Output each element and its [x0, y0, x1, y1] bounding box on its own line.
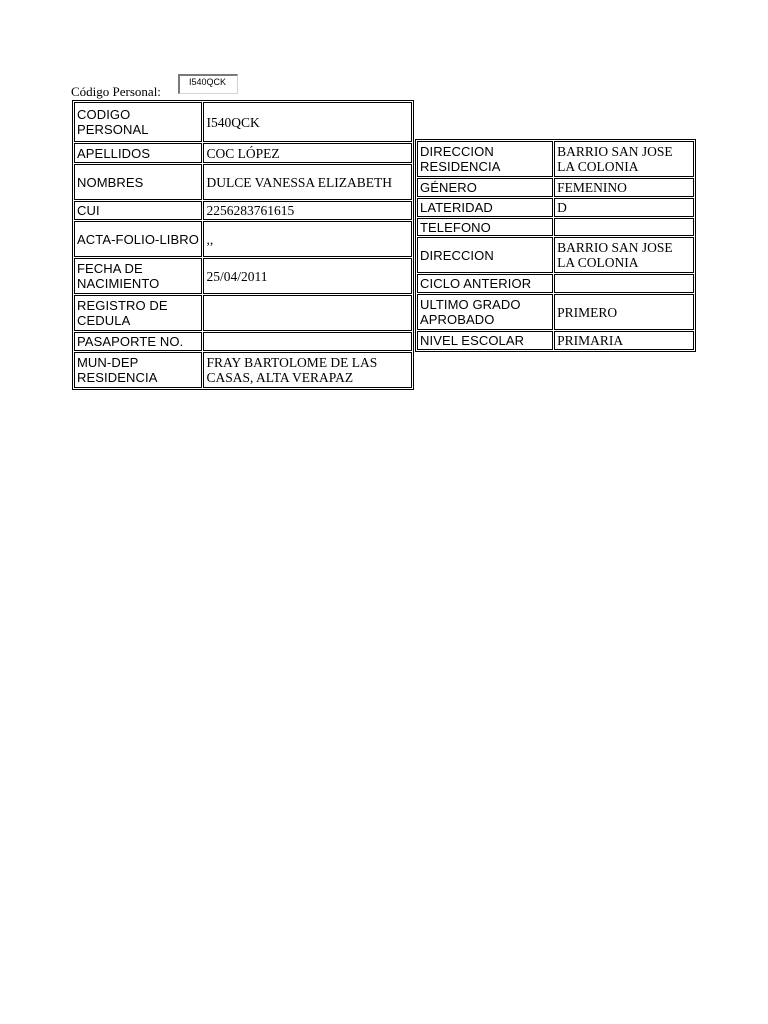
table-row-ciclo-anterior	[417, 274, 694, 293]
row-value: FRAY BARTOLOME DE LAS CASAS, ALTA VERAPAZ	[203, 352, 412, 388]
row-value: 25/04/2011	[203, 258, 412, 294]
table-row-ultimo-grado	[417, 294, 694, 330]
row-label: FECHA DE NACIMIENTO	[74, 258, 202, 294]
table-row-registro-cedula	[74, 295, 412, 331]
row-value: D	[554, 198, 694, 217]
personal-info-table	[72, 100, 414, 390]
table-row-fecha-nacimiento	[74, 258, 412, 294]
table-row-telefono	[417, 218, 694, 236]
table-row-nivel-escolar	[417, 331, 694, 350]
row-label: MUN-DEP RESIDENCIA	[74, 352, 202, 388]
row-value: FEMENINO	[554, 178, 694, 197]
table-row-lateridad	[417, 198, 694, 217]
table-row-nombres	[74, 164, 412, 200]
row-value	[554, 274, 694, 293]
row-label: REGISTRO DE CEDULA	[74, 295, 202, 331]
row-label: CICLO ANTERIOR	[417, 274, 553, 293]
row-label: NOMBRES	[74, 164, 202, 200]
table-row-direccion	[417, 237, 694, 273]
row-value: DULCE VANESSA ELIZABETH	[203, 164, 412, 200]
row-label: TELEFONO	[417, 218, 553, 236]
row-label: PASAPORTE NO.	[74, 332, 202, 351]
row-label: DIRECCION	[417, 237, 553, 273]
row-label: CUI	[74, 201, 202, 220]
row-value: ,,	[203, 221, 412, 257]
row-value: BARRIO SAN JOSE LA COLONIA	[554, 141, 694, 177]
table-row-direccion-residencia	[417, 141, 694, 177]
row-label: ULTIMO GRADO APROBADO	[417, 294, 553, 330]
row-label: APELLIDOS	[74, 143, 202, 163]
personal-code-field[interactable]: I540QCK	[178, 74, 238, 94]
table-row-mun-dep-residencia	[74, 352, 412, 388]
row-value: BARRIO SAN JOSE LA COLONIA	[554, 237, 694, 273]
row-value	[203, 332, 412, 351]
residence-info-table	[415, 139, 696, 352]
row-value	[554, 218, 694, 236]
personal-code-label: Código Personal:	[71, 84, 161, 99]
row-value: PRIMERO	[554, 294, 694, 330]
row-value: COC LÓPEZ	[203, 143, 412, 163]
row-label: DIRECCION RESIDENCIA	[417, 141, 553, 177]
row-label: GÉNERO	[417, 178, 553, 197]
row-label: ACTA-FOLIO-LIBRO	[74, 221, 202, 257]
table-row-pasaporte	[74, 332, 412, 351]
table-row-codigo-personal	[74, 102, 412, 142]
row-value: 2256283761615	[203, 201, 412, 220]
row-label: CODIGO PERSONAL	[74, 102, 202, 142]
row-value: PRIMARIA	[554, 331, 694, 350]
row-label: LATERIDAD	[417, 198, 553, 217]
table-row-apellidos	[74, 143, 412, 163]
table-row-acta-folio-libro	[74, 221, 412, 257]
personal-code-header	[71, 74, 371, 100]
row-value	[203, 295, 412, 331]
row-value: I540QCK	[203, 102, 412, 142]
row-label: NIVEL ESCOLAR	[417, 331, 553, 350]
table-row-cui	[74, 201, 412, 220]
table-row-genero	[417, 178, 694, 197]
